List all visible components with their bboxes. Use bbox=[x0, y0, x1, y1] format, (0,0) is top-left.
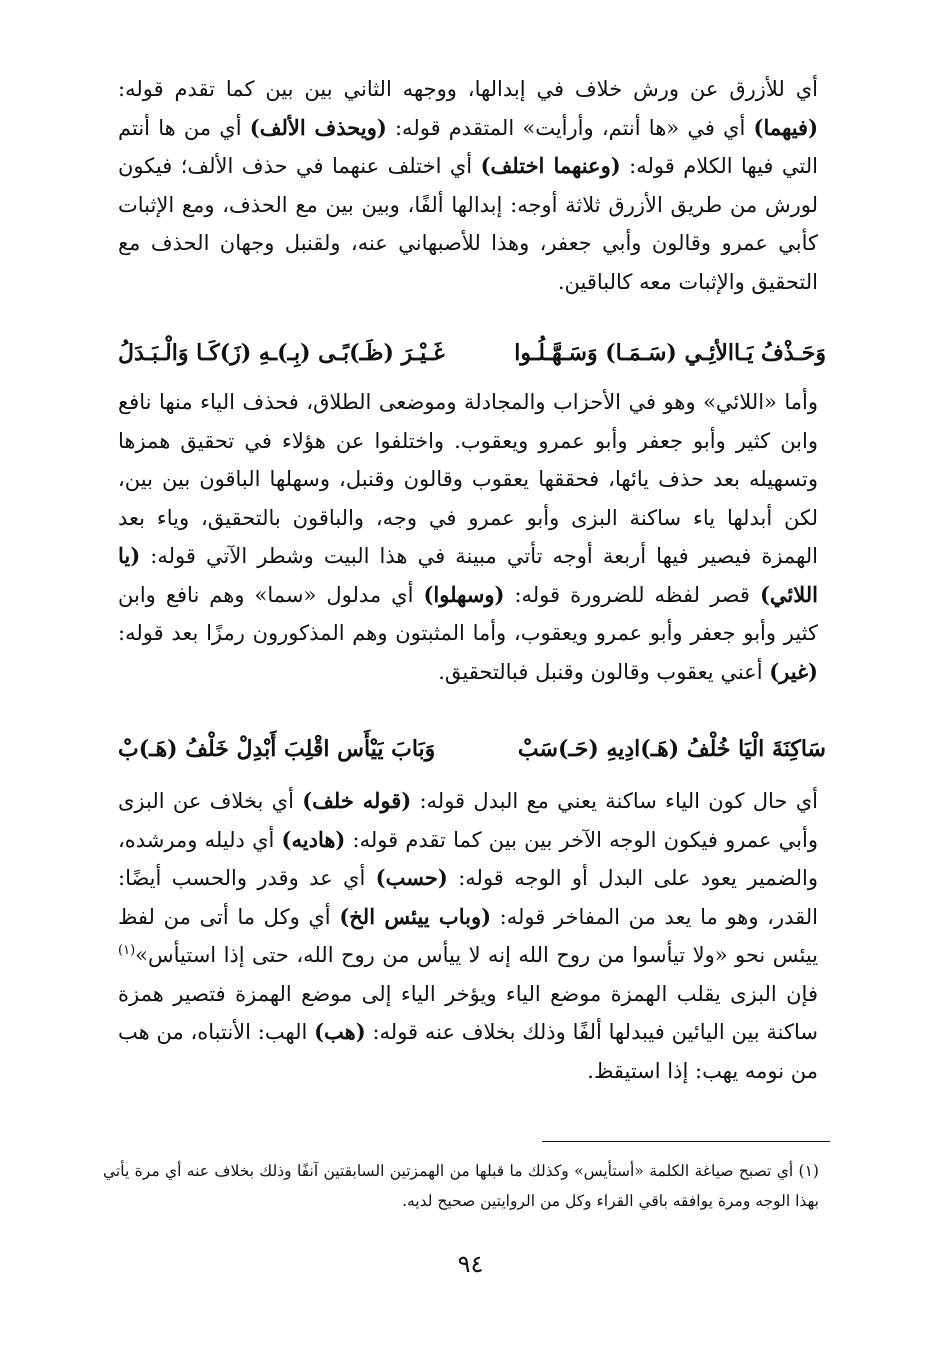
verse-2-first-hemistich: سَاكِنَةَ الْيَا خُلْفُ (هَـ)ادِيهِ (حَـ)سَبْ bbox=[517, 736, 826, 762]
footnote bbox=[103, 1156, 819, 1216]
paragraph-2: وأما «اللائي» وهو في الأحزاب والمجادلة وموضعى الطلاق، فحذف الياء منها نافع وابن كثير وأبو جعفر وأبو عمرو ويعقوب. واختلفوا عن هؤلاء في تحقيق همزها وتسهيله بعد حذف يائها، فحققها يعقوب وقالون وقنبل، وسهلها الباقون بين بين، لكن أبدلها ياء ساكنة البزى وأبو عمرو في وجه، والباقون بالتحقيق، وياء بعد الهمزة فيصير فيها أربعة أوجه تأتي مبينة في هذا البيت وشطر الآتي قوله: (يا اللائي) قصر لفظه للضرورة قوله: (وسهلوا) أي مدلول «سما» وهم نافع وابن كثير وأبو جعفر وأبو عمرو ويعقوب، وأما المثبتون وهم المذكورون رمزًا بعد قوله: (غير) أعني يعقوب وقالون وقنبل فبالتحقيق. bbox=[118, 390, 818, 684]
page-number: ٩٤ bbox=[457, 1250, 484, 1278]
verse-1-first-hemistich: وَحَـذْفُ يَـاالأئِـي (سَـمَـا) وَسَـهَّـلُـوا bbox=[514, 340, 826, 366]
verse-line-1 bbox=[118, 340, 826, 382]
footnote-divider bbox=[542, 1141, 830, 1142]
footnote-number: (١) bbox=[798, 1162, 819, 1180]
paragraph-1: أي للأزرق عن ورش خلاف في إبدالها، ووجهه الثاني بين بين كما تقدم قوله: (فيهما) أي في «ها أنتم، وأرأيت» المتقدم قوله: (ويحذف الألف) أي من ها أنتم التي فيها الكلام قوله: (وعنهما اختلف) أي اختلف عنهما في حذف الألف؛ فيكون لورش من طريق الأزرق ثلاثة أوجه: إبدالها ألفًا، وبين بين مع الحذف، ومع الإثبات كأبي عمرو وقالون وأبي جعفر، وهذا للأصبهاني عنه، ولقنبل وجهان الحذف مع التحقيق والإثبات معه كالباقين. bbox=[118, 77, 819, 294]
paragraph-3: أي حال كون الياء ساكنة يعني مع البدل قوله: (قوله خلف) أي بخلاف عن البزى وأبي عمرو فيكون الوجه الآخر بين بين كما تقدم قوله: (هاديه) أي دليله ومرشده، والضمير يعود على البدل أو الوجه قوله: (حسب) أي عد وقدر والحسب أيضًا: القدر، وهو ما يعد من المفاخر قوله: (وباب ييئس الخ) أي وكل ما أتى من لفظ ييئس نحو «ولا تيأسوا من روح الله إنه لا ييأس من روح الله، حتى إذا استيأس»$^{(١)}$ فإن البزى يقلب الهمزة موضع الياء ويؤخر الياء إلى موضع الهمزة فتصير همزة ساكنة بين اليائين فيبدلها ألفًا وذلك بخلاف عنه قوله: (هب) الهب: الأنتباه، من هب من نومه يهب: إذا استيقظ. bbox=[118, 788, 818, 1083]
footnote-marker: (١) bbox=[118, 943, 136, 958]
footnote-text: أي تصبح صياغة الكلمة «أستأيس» وكذلك ما قبلها من الهمزتين السابقتين آنفًا وذلك بخلاف عنه أي مرة يأتي بهذا الوجه ومرة يوافقه باقي القراء وكل من الروايتين صحيح لديه. bbox=[103, 1162, 819, 1210]
verse-line-2 bbox=[118, 736, 826, 778]
verse-2-second-hemistich: وَبَابَ يَيْأَس اقْلِبَ أَبْدِلْ خَلْفُ (هَـ)بْ bbox=[118, 736, 436, 762]
verse-1-second-hemistich: غَـيْـرَ (ظَـ)بًـى (بِـ)ـهِ (زَ)كَـا وَالْـبَـدَلُ bbox=[118, 340, 445, 366]
